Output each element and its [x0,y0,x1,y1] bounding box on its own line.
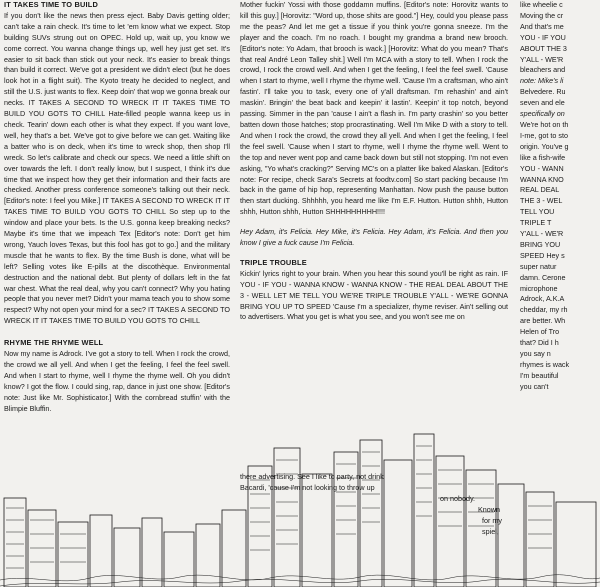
col3-line: THE 3 - WEL [520,196,563,206]
triple-trouble-continued-2: Bacardi, 'cause I'm not looking to throw up [240,483,375,492]
col3-line: SPEED Hey s [520,250,565,260]
triple-trouble-continued-1: there advertising. See I like to party, not drink [240,472,384,481]
col3-line: YOU - IF YOU [520,32,566,42]
col3-line: like a fish-wife [520,152,566,162]
col3-line: that? Did I h [520,338,559,348]
col3-line: Y'ALL - WE'R [520,54,564,64]
col3-line: Belvedere. Ru [520,87,566,97]
city-skyline-illustration [0,430,600,587]
column-3-cropped [520,0,600,393]
column-1 [4,0,230,415]
lyrics-rhyme-the-rhyme-well: Now my name is Adrock. I've got a story to tell. When I rock the crowd, the crowd we all yell. And when I get the feeling, I feel the feel swell. And when I start to rhyme, well I rhyme the rhyme well. Oh you didn't know? I got the flow. I could sing, rap, dance in just one show. [Editor's note: Just like Mr. Sophisticator.] With the cornbread stuffin' with the Blimpie Bluffin. [4,349,230,413]
col3-line: Moving the cr [520,10,564,20]
heading-triple-trouble: TRIPLE TROUBLE [240,257,307,267]
triple-trouble-continued-3: on nobody. [440,494,476,503]
col3-line: I'm beautiful [520,370,559,380]
col3-line: microphone [520,283,558,293]
col3-line: YOU - WANN [520,163,564,173]
col3-line: And that's me [520,21,564,31]
lyrics-it-takes-time-to-build: If you don't like the news then press eject. Baby Davis getting older; can't take a rain check. It's time to let 'em know what we expect. Stop building SUVs strung out on OPEC. Hold up, wait up, you know we come correct. You wanna change things up, well hey just get set. It's easier to sit back than stick out your neck. It's easier to break things than build it correct. We've got a president we didn't elect (but he does look hot in a flight suit). The Kyoto treaty he decided to neglect, and still the U.S. just wants to flex. Keep doin' that wop we gonna break our necks. IT TAKES A SECOND TO WRECK IT IT TAKES TIME TO BUILD YOU GOTS TO CHILL Hate-filled people wanna keep us in check. Tearin' down each other is what they expect. If you want love, well, hey that's a bet. We've got to give before we can get. Waiting like a batter who is on deck, when it's time to wreck shop, then shop I'll wreck. So let's calibrate and check our specs. We need a little shift on over towards the left. I don't really know, but I suspect, I think it's due time that we inspect how they get their information and their facts are checked. Another press conference someone's talking out their neck. [Editor's note: I feel you Mike.] IT TAKES A SECOND TO WRECK IT IT TAKES TIME TO BUILD YOU GOTS TO CHILL So step up to the window and place your bets. Is the U.S. gonna keep breaking necks? Maybe it's time that we impeach Tex [Editor's note: Don't get him wrong, Yauch loves Texas, but this fool has got to go.] and the military muscle that he wants to flex. By the time Bush is done, what will be left? Selling votes like E-pills at the discothèque. Environmental destruction and the national debt. But plenty of dollars left in the fat war chest. What the real deal, why you can't connect? Why you hating people that you never met? Didn't your mama teach you to show some respect? Why not open your mind for a sec? IT TAKES A SECOND TO WRECK IT IT TAKES TIME TO BUILD YOU GOTS TO CHILL [4,10,230,326]
col3-line: TELL YOU [520,207,555,217]
col3-line: TRIPLE T [520,218,552,228]
col3-line: seven and ele [520,98,565,108]
column-2 [240,0,508,323]
col3-line: origin. You've g [520,141,569,151]
heading-rhyme-the-rhyme-well: RHYME THE RHYME WELL [4,338,104,348]
col3-line: BRING YOU [520,239,561,249]
col3-line: WANNA KNO [520,174,564,184]
col3-line: damn. Cerone [520,272,566,282]
col3-line: you say n [520,349,551,358]
lyrics-rhyme-continued: Mother fuckin' Yossi with those goddamn muffins. [Editor's note: Horovitz wants to kill this guy.] [Horovitz: "Word up, those shits are good."] Hey, could you please pass me the peas? And let me get a tissue if you think you're gonna sneeze. I'm the player and the coach. I'm no roach. I bought my grandma a brand new brooch. [Editor's note: Yo Adam, that brooch is wack.] [Horovitz: What do you mean? That's that real André Leon Talley shit.] Well I'm MCA with a story to tell. When I rock the crowd, I rock the crowd well. And when I get the feeling, I feel the feel swell. 'Cause when I start to rhyme, well I rhyme the rhyme well. 'Cause I'm a craftsman, who ain't fastin'. I'll take you to task, every one of y'all draftsman. I'm rehashin' and ain't maskin'. Bringin' the beat back and keepin' it lastin'. Keepin' it top notch, beyond passing. Simmer in the pan 'cause I ain't a flash in. I'm party crashin' so you better batten down those hatches; stop procrastinating. Well I'm Mike D with a story to tell. And when I rock the crowd, the crowd they all yell. And when I get the feeling, I feel the feel swell. 'Cause when I start to rhyme, well I rhyme the rhyme well. Went to the top and never went pop and came back down but still not stopping. I'm not even asking, "Yo what's cracking?" Serving MC's on a platter like baked Alaskan. [Editor's note: For recipe, check Sara's Secrets at foodtv.com] So start packing because I'm back in the game of hip hop, representing Manhattan. Now push the pause button then start ducking. Shhhhh, you heard me like I'm E.F. Hutton. Hutton shhh, Hutton shhh, Hutton shhh, Hutton SHHHHHHHHH!!!! [240,0,508,217]
col3-line: ABOUT THE 3 [520,43,567,53]
felicia-interlude: Hey Adam, it's Felicia. Hey Mike, it's Felicia. Hey Adam, it's Felicia. And then you know I give a fuck cause I'm Felicia. [240,227,508,248]
col3-line: like wheelie c [520,0,563,9]
col3-line: Adrock, A.K.A [520,294,565,304]
col3-line: specifically on [520,109,565,119]
col3-line: you can't [520,381,549,391]
col3-line: are better. Wh [520,316,566,326]
triple-trouble-continued-4: Known [478,505,500,514]
col3-line: I-me, got to sto [520,130,568,140]
triple-trouble-continued-6: spiel, [482,527,499,536]
col3-line: We're hot on th [520,119,569,129]
col3-line: REAL DEAL [520,185,560,195]
col3-line: rhymes is wack [520,359,570,369]
lyrics-triple-trouble: Kickin' lyrics right to your brain. When you hear this sound you'll be right as rain. IF YOU - IF YOU - WANNA KNOW - WANNA KNOW - THE REAL DEAL ABOUT THE 3 - WELL LET ME TELL YOU WE'RE TRIPLE TROUBLE Y'ALL - WE'RE GONNA BRING YOU UP TO SPEED 'Cause I'm a specializer, rhyme reviser. Ain't selling out to advertisers. What you get is what you see, and you won't see me on [240,268,508,322]
col3-line: super natur [520,261,557,271]
col3-line: Y'ALL - WE'R [520,229,564,239]
col3-line: note: Mike's li [520,76,564,86]
heading-it-takes-time-to-build: IT TAKES TIME TO BUILD [4,0,99,9]
col3-line: bleachers and [520,65,566,75]
col3-line: Helen of Tro [520,327,560,337]
col3-line: cheddar, my rh [520,305,568,315]
triple-trouble-continued-5: for my [482,516,502,525]
